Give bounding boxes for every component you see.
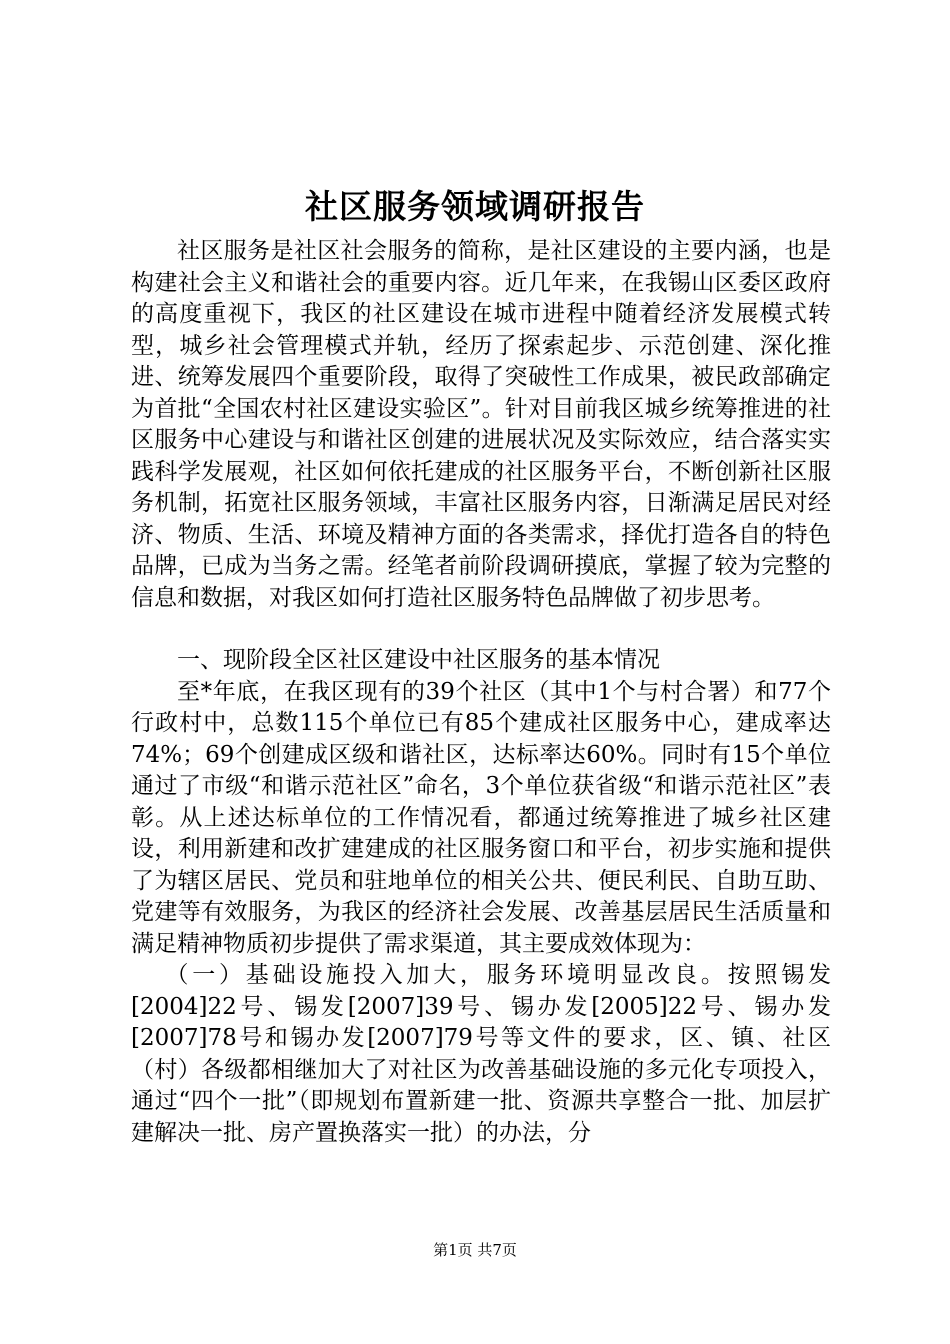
subsection-paragraph: （一）基础设施投入加大，服务环境明显改良。按照锡发[2004]22号、锡发[2007]39号、锡办发[2005]22号、锡办发[2007]78号和锡办发[2007]79号等文件的要求，区、镇、社区（村）各级都相继加大了对社区为改善基础设施的多元化专项投入，通过“四个一批”（即规划布置新建一批、资源共享整合一批、加层扩建解决一批、房产置换落实一批）的办法，分: [131, 962, 831, 1146]
document-title: 社区服务领域调研报告: [305, 187, 645, 226]
paragraph-spacer: [131, 614, 831, 645]
intro-paragraph: 社区服务是社区社会服务的简称，是社区建设的主要内涵，也是构建社会主义和谐社会的重要内容。近几年来，在我锡山区委区政府的高度重视下，我区的社区建设在城市进程中随着经济发展模式转型，城乡社会管理模式并轨，经历了探索起步、示范创建、深化推进、统筹发展四个重要阶段，取得了突破性工作成果，被民政部确定为首批“全国农村社区建设实验区”。针对目前我区城乡统筹推进的社区服务中心建设与和谐社区创建的进展状况及实际效应，结合落实实践科学发展观，社区如何依托建成的社区服务平台，不断创新社区服务机制，拓宽社区服务领域，丰富社区服务内容，日渐满足居民对经济、物质、生活、环境及精神方面的各类需求，择优打造各自的特色品牌，已成为当务之需。经笔者前阶段调研摸底，掌握了较为完整的信息和数据，对我区如何打造社区服务特色品牌做了初步思考。: [131, 238, 831, 611]
document-body: [131, 236, 831, 1149]
section-heading: 一、现阶段全区社区建设中社区服务的基本情况: [177, 647, 660, 673]
section-paragraph: 至*年底，在我区现有的39个社区（其中1个与村合署）和77个行政村中，总数115个单位已有85个建成社区服务中心，建成率达74%；69个创建成区级和谐社区，达标率达60%。同时有15个单位通过了市级“和谐示范社区”命名，3个单位获省级“和谐示范社区”表彰。从上述达标单位的工作情况看，都通过统筹推进了城乡社区建设，利用新建和改扩建建成的社区服务窗口和平台，初步实施和提供了为辖区居民、党员和驻地单位的相关公共、便民利民、自助互助、党建等有效服务，为我区的经济社会发展、改善基层居民生活质量和满足精神物质初步提供了需求渠道，其主要成效体现为：: [131, 678, 831, 957]
page-footer: 第1页 共7页: [433, 1241, 517, 1259]
